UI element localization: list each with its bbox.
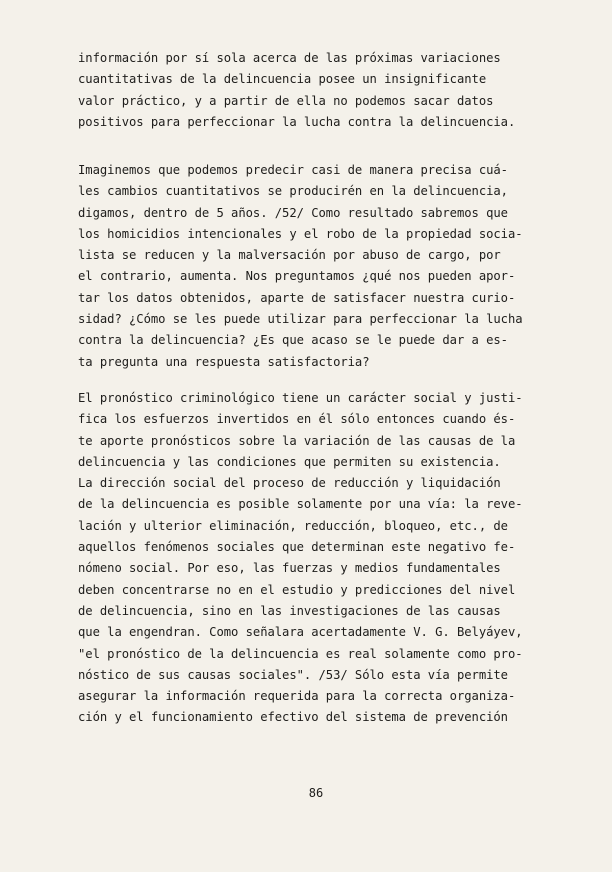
text-line: los homicidios intencionales y el robo de la propiedad socia- [78, 226, 523, 241]
text-line: ta pregunta una respuesta satisfactoria? [78, 354, 370, 369]
text-line: de delincuencia, sino en las investigaciones de las causas [78, 603, 501, 618]
text-line: información por sí sola acerca de las próximas variaciones [78, 51, 501, 65]
text-line: les cambios cuantitativos se producirén en la delincuencia, [78, 184, 508, 199]
text-line: fica los esfuerzos invertidos en él sólo entonces cuando és- [78, 412, 516, 427]
text-line: aquellos fenómenos sociales que determinan este negativo fe- [78, 540, 516, 555]
text-line: te aporte pronósticos sobre la variación de las causas de la [78, 433, 516, 448]
page-number: 86 [308, 786, 324, 800]
text-line: sidad? ¿Cómo se les puede utilizar para perfeccionar la lucha [78, 312, 523, 327]
text-line: el contrario, aumenta. Nos preguntamos ¿qué nos pueden apor- [78, 269, 516, 284]
text-line: lación y ulterior eliminación, reducción, bloqueo, etc., de [78, 518, 508, 533]
text-line: positivos para perfeccionar la lucha contra la delincuencia. [78, 114, 516, 129]
text-line: que la engendran. Como señalara acertadamente V. G. Belyáyev, [78, 625, 523, 640]
text-line: ción y el funcionamiento efectivo del sistema de prevención [78, 710, 508, 725]
text-line: de la delincuencia es posible solamente por una vía: la reve- [78, 497, 523, 512]
text-line: contra la delincuencia? ¿Es que acaso se le puede dar a es- [78, 333, 508, 348]
text-line: tar los datos obtenidos, aparte de satisfacer nuestra curio- [78, 290, 516, 305]
text-line: asegurar la información requerida para la correcta organiza- [78, 689, 516, 704]
text-line: delincuencia y las condiciones que permiten su existencia. [78, 454, 501, 469]
text-line: Imaginemos que podemos predecir casi de manera precisa cuá- [78, 163, 508, 177]
paragraph-2 [78, 160, 598, 373]
paragraph-1 [78, 48, 598, 133]
text-line: nómeno social. Por eso, las fuerzas y medios fundamentales [78, 561, 501, 576]
text-line: cuantitativas de la delincuencia posee un insignificante [78, 72, 487, 87]
text-line: "el pronóstico de la delincuencia es real solamente como pro- [78, 646, 523, 661]
text-line: La dirección social del proceso de reducción y liquidación [78, 476, 501, 491]
text-line: lista se reducen y la malversación por abuso de cargo, por [78, 248, 501, 263]
text-line: El pronóstico criminológico tiene un carácter social y justi- [78, 391, 523, 405]
text-line: nóstico de sus causas sociales". /53/ Sólo esta vía permite [78, 667, 508, 682]
text-line: valor práctico, y a partir de ella no podemos sacar datos [78, 93, 494, 108]
text-line: digamos, dentro de 5 años. /52/ Como resultado sabremos que [78, 205, 508, 220]
paragraph-3 [78, 388, 598, 729]
text-line: deben concentrarse no en el estudio y predicciones del nivel [78, 582, 516, 597]
